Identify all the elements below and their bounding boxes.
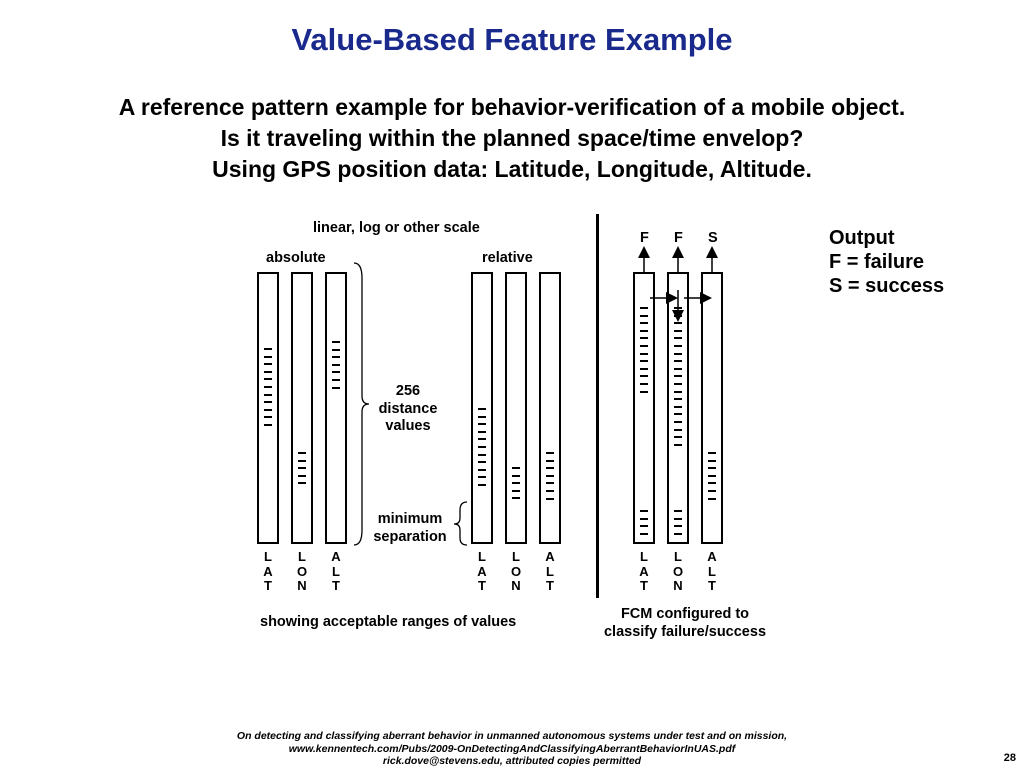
footer-citation: On detecting and classifying aberrant behavior in unmanned autonomous systems under test and on mission, xyxy=(236,730,788,742)
brace-min-separation xyxy=(454,502,467,545)
output-label-1: F xyxy=(640,230,649,246)
column-label-letter: T xyxy=(708,578,716,593)
distance-line-2: distance xyxy=(378,400,438,417)
column-label-letter: A xyxy=(639,563,649,579)
column-label-letter: N xyxy=(297,578,307,593)
column-label-letter: N xyxy=(511,578,521,593)
column-label-letter: L xyxy=(708,563,716,579)
footer xyxy=(0,730,1024,768)
column-label-letter: O xyxy=(510,563,522,579)
distance-line-3: values xyxy=(385,418,431,434)
subtitle-line-1: A reference pattern example for behavior-verification of a mobile object. xyxy=(118,94,906,120)
output-legend-success: S = success xyxy=(829,275,945,297)
column-label-letter: L xyxy=(512,549,520,564)
right-caption-line-2: classify failure/success xyxy=(603,624,767,640)
output-legend-failure: F = failure xyxy=(829,251,925,273)
column-label-letter: L xyxy=(332,563,340,579)
output-label-3: S xyxy=(708,230,718,246)
column-label-letter: N xyxy=(673,578,683,593)
column-label-letter: L xyxy=(674,549,682,564)
footer-url: www.kennentech.com/Pubs/2009-OnDetectingAndClassifyingAberrantBehaviorInUAS.pdf xyxy=(288,742,736,755)
column-label-letter: T xyxy=(478,578,486,593)
column-label-letter: O xyxy=(672,563,684,579)
column-label-letter: A xyxy=(263,563,273,579)
subtitle-line-2: Is it traveling within the planned space/time envelop? xyxy=(220,125,804,151)
column-label-letter: L xyxy=(640,549,648,564)
subtitle-line-3: Using GPS position data: Latitude, Longitude, Altitude. xyxy=(212,156,812,182)
slide-title: Value-Based Feature Example xyxy=(291,22,733,57)
column-label-letter: A xyxy=(707,549,717,564)
output-legend-title: Output xyxy=(829,227,895,249)
left-caption: showing acceptable ranges of values xyxy=(260,614,517,630)
distance-line-1: 256 xyxy=(395,383,421,399)
column-label-letter: A xyxy=(545,549,555,564)
right-caption-line-1: FCM configured to xyxy=(620,606,750,622)
column-label-letter: L xyxy=(478,549,486,564)
column-label-letter: L xyxy=(546,563,554,579)
relative-label: relative xyxy=(482,250,533,266)
brace-256-values xyxy=(354,263,369,545)
column-label-letter: T xyxy=(546,578,554,593)
footer-contact: rick.dove@stevens.edu, attributed copies permitted xyxy=(382,755,642,767)
column-label-letter: L xyxy=(298,549,306,564)
column-label-letter: L xyxy=(264,549,272,564)
column-label-letter: A xyxy=(331,549,341,564)
column-label-letter: T xyxy=(640,578,648,593)
scale-label: linear, log or other scale xyxy=(313,220,480,236)
page-number: 28 xyxy=(1003,752,1016,764)
output-label-2: F xyxy=(674,230,683,246)
separation-line-1: minimum xyxy=(377,511,443,527)
separation-line-2: separation xyxy=(373,529,447,545)
column-label-letter: T xyxy=(332,578,340,593)
absolute-label: absolute xyxy=(266,250,326,266)
column-label-letter: T xyxy=(264,578,272,593)
column-label-letter: O xyxy=(296,563,308,579)
column-label-letter: A xyxy=(477,563,487,579)
